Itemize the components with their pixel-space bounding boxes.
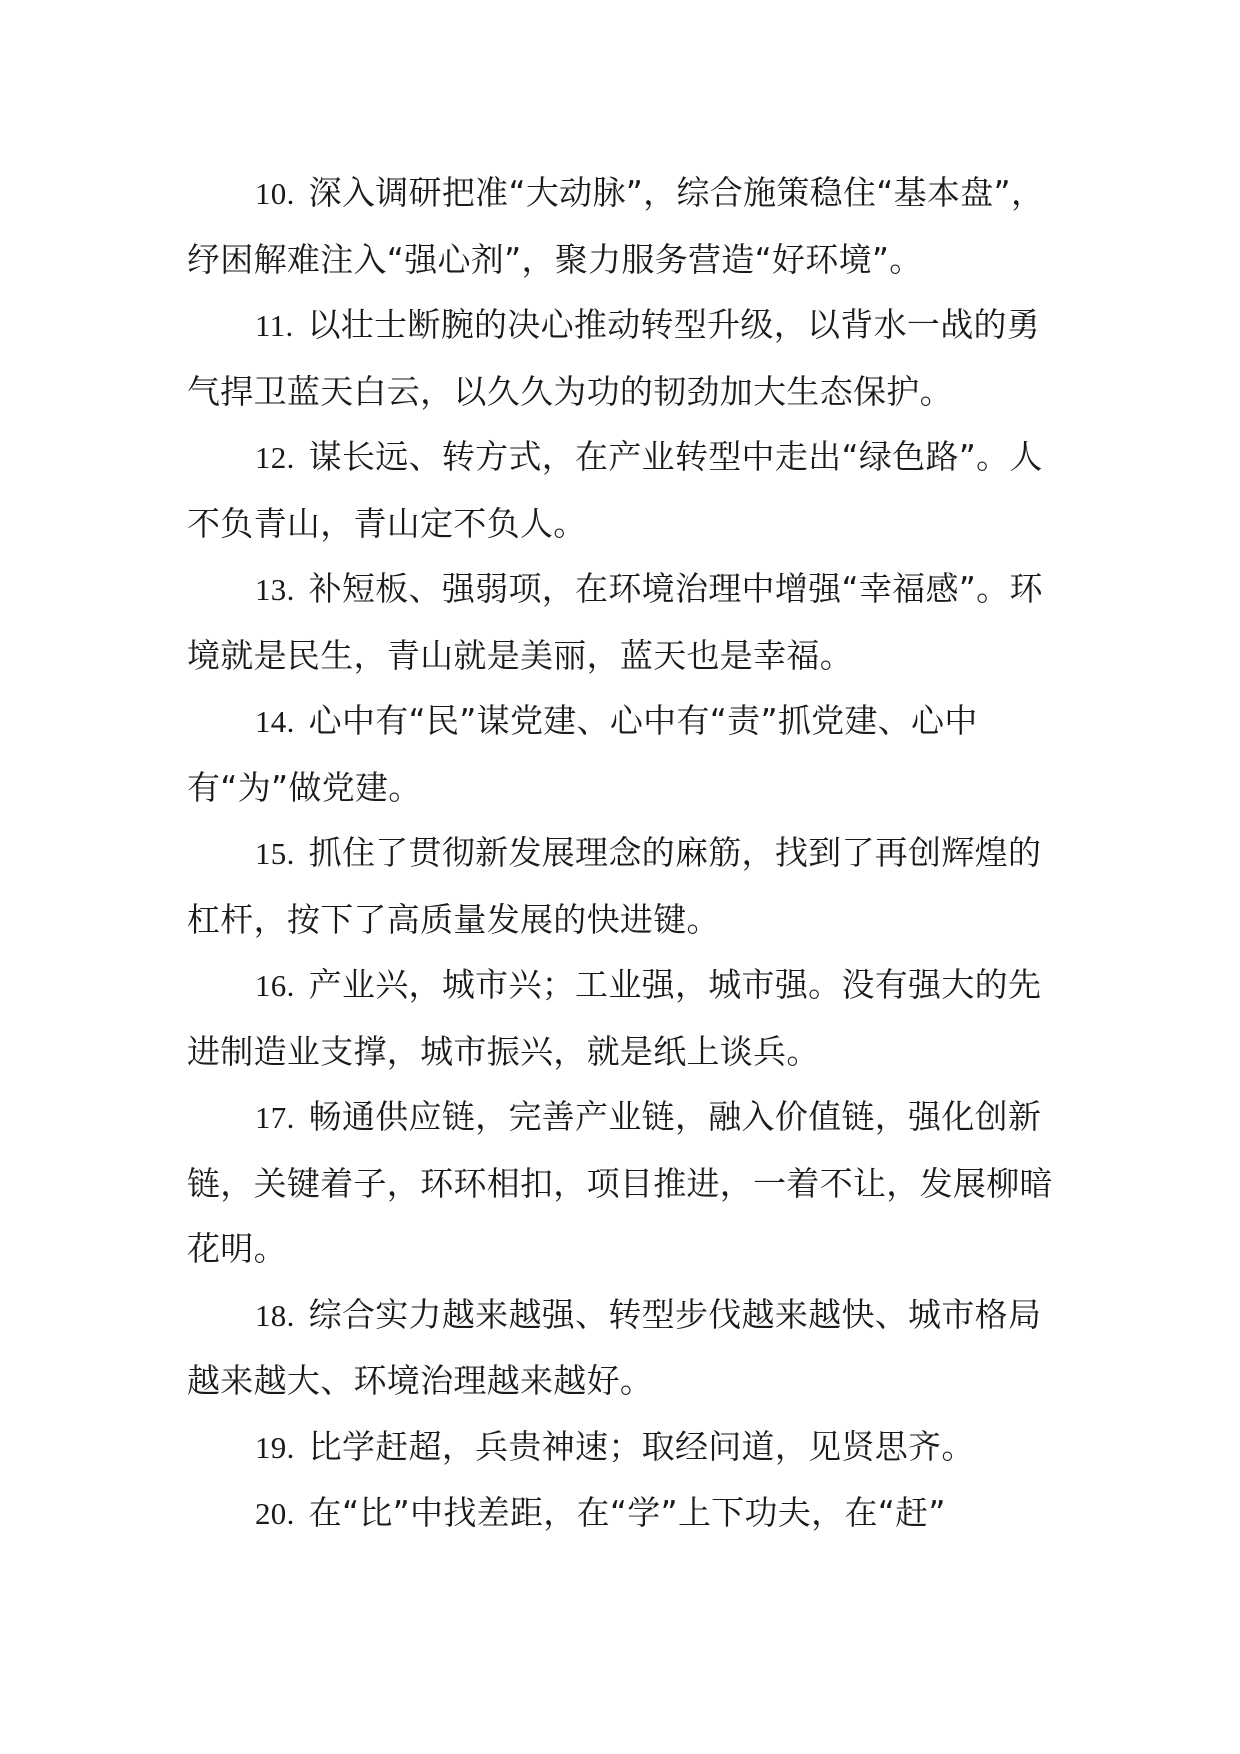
paragraph-text: 心中有“民”谋党建、心中有“责”抓党建、心中有“为”做党建。 [187, 701, 978, 807]
paragraph-text: 比学赶超，兵贵神速；取经问道，见贤思齐。 [308, 1426, 975, 1466]
paragraph-10 [187, 160, 1067, 292]
paragraph-text: 补短板、强弱项，在环境治理中增强“幸福感”。环境就是民生，青山就是美丽，蓝天也是幸福。 [187, 569, 1043, 675]
paragraph-12 [187, 424, 1067, 556]
paragraph-text: 抓住了贯彻新发展理念的麻筋，找到了再创辉煌的杠杆，按下了高质量发展的快进键。 [187, 833, 1042, 939]
paragraph-number: 20. [255, 1496, 295, 1531]
paragraph-number: 13. [255, 572, 295, 607]
paragraph-text: 畅通供应链，完善产业链，融入价值链，强化创新链，关键着子，环环相扣，项目推进，一着不让，发展柳暗花明。 [187, 1097, 1053, 1268]
paragraph-text: 产业兴，城市兴；工业强，城市强。没有强大的先进制造业支撑，城市振兴，就是纸上谈兵。 [187, 965, 1042, 1071]
paragraph-number: 10. [255, 176, 295, 211]
paragraph-17 [187, 1084, 1067, 1282]
paragraph-number: 11. [255, 308, 294, 343]
paragraph-16 [187, 952, 1067, 1084]
paragraph-number: 17. [255, 1100, 295, 1135]
paragraph-11 [187, 292, 1067, 424]
paragraph-text: 谋长远、转方式，在产业转型中走出“绿色路”。人不负青山，青山定不负人。 [187, 437, 1043, 543]
paragraph-18 [187, 1282, 1067, 1414]
paragraph-number: 16. [255, 968, 295, 1003]
paragraph-13 [187, 556, 1067, 688]
document-page [187, 160, 1067, 1547]
paragraph-text: 在“比”中找差距，在“学”上下功夫，在“赶” [308, 1493, 946, 1532]
paragraph-number: 15. [255, 836, 295, 871]
paragraph-text: 以壮士断腕的决心推动转型升级，以背水一战的勇气捍卫蓝天白云，以久久为功的韧劲加大生态保护。 [187, 305, 1041, 411]
paragraph-14 [187, 688, 1067, 820]
paragraph-20 [187, 1480, 1067, 1547]
paragraph-number: 12. [255, 440, 295, 475]
paragraph-19 [187, 1414, 1067, 1481]
paragraph-text: 深入调研把准“大动脉”，综合施策稳住“基本盘”，纾困解难注入“强心剂”，聚力服务营造“好环境”。 [187, 173, 1045, 279]
paragraph-number: 19. [255, 1429, 295, 1465]
paragraph-number: 14. [255, 704, 295, 739]
paragraph-text: 综合实力越来越强、转型步伐越来越快、城市格局越来越大、环境治理越来越好。 [187, 1294, 1042, 1400]
paragraph-number: 18. [255, 1297, 295, 1333]
paragraph-15 [187, 820, 1067, 952]
